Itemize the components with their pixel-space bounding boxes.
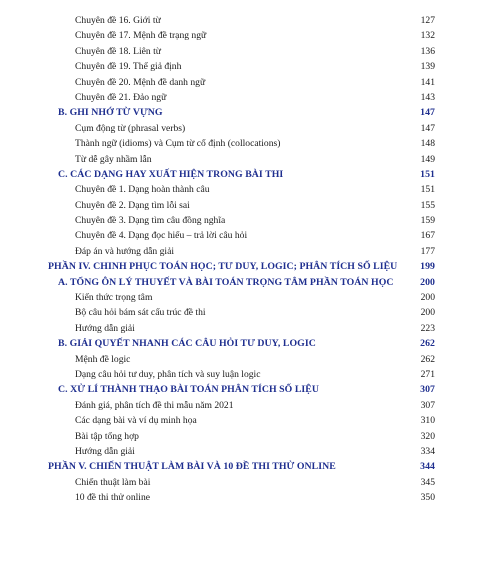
toc-entry[interactable]: [0, 352, 495, 367]
toc-entry[interactable]: [0, 182, 495, 197]
toc-page-number: 199: [420, 261, 435, 273]
toc-entry-title: Dạng câu hỏi tư duy, phân tích và suy luận logic: [75, 368, 261, 380]
toc-entry-title: Cụm động từ (phrasal verbs): [75, 122, 186, 134]
toc-entry[interactable]: [0, 228, 495, 243]
toc-page-number: 320: [420, 430, 435, 442]
toc-entry-title: Chuyên đề 20. Mệnh đề danh ngữ: [75, 76, 206, 88]
toc-page-number: 334: [420, 445, 435, 457]
toc-page-number: 344: [420, 461, 435, 473]
toc-section-heading[interactable]: [0, 382, 495, 397]
toc-entry[interactable]: [0, 244, 495, 259]
toc-entry-title: Từ dễ gây nhầm lẫn: [75, 153, 152, 165]
toc-entry-title: Chuyên đề 18. Liên từ: [75, 45, 161, 57]
toc-page-number: 143: [420, 91, 435, 103]
table-of-contents: [0, 13, 495, 506]
toc-entry-title: Đáp án và hướng dẫn giải: [75, 245, 174, 257]
toc-section-heading[interactable]: [0, 167, 495, 182]
toc-entry-title: Kiến thức trọng tâm: [75, 292, 153, 304]
toc-page-number: 345: [420, 476, 435, 488]
toc-page-number: 139: [420, 61, 435, 73]
toc-entry-title: 10 đề thi thử online: [75, 492, 151, 504]
toc-page-number: 310: [420, 415, 435, 427]
toc-page-number: 149: [420, 153, 435, 165]
toc-entry-title: B. GHI NHỚ TỪ VỰNG: [58, 107, 163, 119]
toc-entry[interactable]: [0, 413, 495, 428]
toc-entry[interactable]: [0, 136, 495, 151]
toc-page-number: 151: [420, 184, 435, 196]
toc-page-number: 177: [420, 245, 435, 257]
toc-page-number: 167: [420, 230, 435, 242]
toc-entry-title: C. XỬ LÍ THÀNH THẠO BÀI TOÁN PHÂN TÍCH SỐ LIỆU: [58, 384, 319, 396]
toc-entry[interactable]: [0, 59, 495, 74]
toc-entry[interactable]: [0, 367, 495, 382]
toc-page-number: 307: [420, 399, 435, 411]
toc-section-heading[interactable]: [0, 105, 495, 120]
toc-page-number: 350: [420, 492, 435, 504]
toc-section-heading[interactable]: [0, 275, 495, 290]
toc-page-number: 155: [420, 199, 435, 211]
toc-entry[interactable]: [0, 398, 495, 413]
toc-entry[interactable]: [0, 13, 495, 28]
toc-page-number: 147: [420, 107, 435, 119]
toc-entry-title: Chiến thuật làm bài: [75, 476, 151, 488]
toc-page-number: 200: [420, 276, 435, 288]
toc-entry-title: Chuyên đề 21. Đảo ngữ: [75, 91, 167, 103]
toc-entry[interactable]: [0, 44, 495, 59]
toc-page-number: 159: [420, 215, 435, 227]
toc-page-number: 132: [420, 30, 435, 42]
toc-section-heading[interactable]: [0, 336, 495, 351]
toc-entry-title: Bài tập tổng hợp: [75, 430, 139, 442]
toc-entry[interactable]: [0, 321, 495, 336]
toc-page-number: 141: [420, 76, 435, 88]
toc-entry-title: Chuyên đề 16. Giới từ: [75, 15, 161, 26]
toc-page-number: 262: [420, 338, 435, 350]
toc-page-number: 148: [420, 138, 435, 150]
toc-entry-title: B. GIẢI QUYẾT NHANH CÁC CÂU HỎI TƯ DUY, LOGIC: [58, 338, 316, 350]
toc-page-number: 151: [420, 168, 435, 180]
toc-entry-title: Chuyên đề 19. Thể giả định: [75, 61, 182, 73]
toc-entry-title: Hướng dẫn giải: [75, 445, 135, 457]
toc-entry[interactable]: [0, 90, 495, 105]
toc-entry-title: C. CÁC DẠNG HAY XUẤT HIỆN TRONG BÀI THI: [58, 168, 284, 180]
toc-entry[interactable]: [0, 490, 495, 505]
toc-entry-title: Chuyên đề 17. Mệnh đề trạng ngữ: [75, 30, 207, 42]
toc-entry-title: A. TỔNG ÔN LÝ THUYẾT VÀ BÀI TOÁN TRỌNG TÂM PHẦN TOÁN HỌC: [58, 276, 394, 288]
toc-page-number: 127: [420, 15, 435, 26]
toc-entry-title: Chuyên đề 4. Dạng đọc hiểu – trả lời câu hỏi: [75, 230, 248, 242]
toc-entry[interactable]: [0, 152, 495, 167]
toc-entry-title: Bộ câu hỏi bám sát cấu trúc đề thi: [75, 307, 206, 319]
toc-page-number: 136: [420, 45, 435, 57]
toc-entry-title: Hướng dẫn giải: [75, 322, 135, 334]
toc-page-number: 200: [420, 292, 435, 304]
toc-entry[interactable]: [0, 429, 495, 444]
toc-entry-title: Đánh giá, phân tích đề thi mẫu năm 2021: [75, 399, 234, 411]
toc-section-heading[interactable]: [0, 459, 495, 474]
toc-entry-title: Các dạng bài và ví dụ minh họa: [75, 415, 197, 427]
toc-entry-title: Chuyên đề 2. Dạng tìm lỗi sai: [75, 199, 190, 211]
toc-entry[interactable]: [0, 290, 495, 305]
toc-entry[interactable]: [0, 305, 495, 320]
toc-page-number: 271: [420, 368, 435, 380]
toc-entry[interactable]: [0, 75, 495, 90]
toc-page-number: 200: [420, 307, 435, 319]
toc-page-number: 262: [420, 353, 435, 365]
toc-entry[interactable]: [0, 444, 495, 459]
toc-entry[interactable]: [0, 121, 495, 136]
toc-page-number: 223: [420, 322, 435, 334]
toc-entry[interactable]: [0, 213, 495, 228]
toc-entry[interactable]: [0, 475, 495, 490]
toc-entry-title: PHẦN IV. CHINH PHỤC TOÁN HỌC; TƯ DUY, LOGIC; PHÂN TÍCH SỐ LIỆU: [48, 261, 398, 273]
toc-page-number: 307: [420, 384, 435, 396]
toc-entry[interactable]: [0, 28, 495, 43]
toc-section-heading[interactable]: [0, 259, 495, 274]
toc-entry-title: Chuyên đề 3. Dạng tìm câu đồng nghĩa: [75, 215, 226, 227]
toc-entry-title: PHẦN V. CHIẾN THUẬT LÀM BÀI VÀ 10 ĐỀ THI THỬ ONLINE: [48, 461, 336, 473]
toc-entry-title: Mệnh đề logic: [75, 353, 131, 365]
toc-entry-title: Chuyên đề 1. Dạng hoàn thành câu: [75, 184, 210, 196]
toc-entry[interactable]: [0, 198, 495, 213]
toc-page-number: 147: [420, 122, 435, 134]
toc-entry-title: Thành ngữ (idioms) và Cụm từ cố định (collocations): [75, 138, 281, 150]
